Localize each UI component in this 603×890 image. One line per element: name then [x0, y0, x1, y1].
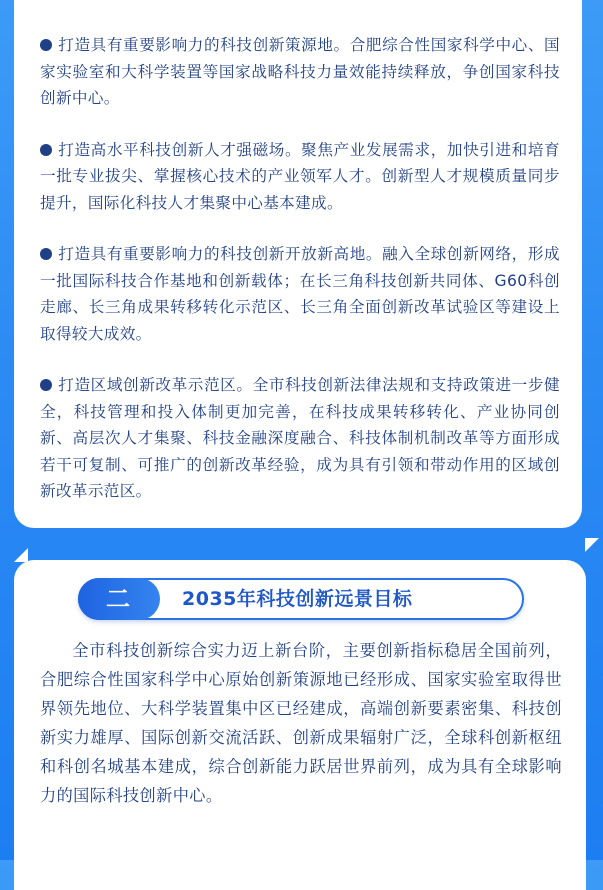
goal-item	[40, 32, 560, 112]
speech-tail-decoration	[585, 538, 599, 552]
bullet-icon	[40, 144, 52, 156]
goal-text: 打造具有重要影响力的科技创新开放新高地。融入全球创新网络，形成一批国际科技合作基地和创新载体；在长三角科技创新共同体、G60科创走廊、长三角成果转移转化示范区、长三角全面创新改革试验区等建设上取得较大成效。	[40, 245, 560, 343]
vision-card	[14, 560, 586, 890]
goal-item	[40, 137, 560, 217]
goal-text: 打造高水平科技创新人才强磁场。聚焦产业发展需求，加快引进和培育一批专业拔尖、掌握核心技术的产业领军人才。创新型人才规模质量同步提升，国际化科技人才集聚中心基本建成。	[40, 140, 560, 212]
bullet-icon	[40, 39, 52, 51]
bullet-icon	[40, 248, 52, 260]
goal-text: 打造具有重要影响力的科技创新策源地。合肥综合性国家科学中心、国家实验室和大科学装置等国家战略科技力量效能持续释放，争创国家科技创新中心。	[40, 36, 560, 107]
section-number-badge: 二	[78, 578, 160, 620]
goal-text: 打造区域创新改革示范区。全市科技创新法律法规和支持政策进一步健全，科技管理和投入体制更加完善，在科技成果转移转化、产业协同创新、高层次人才集聚、科技金融深度融合、科技体制机制改革等方面形成若干可复制、可推广的创新改革经验，成为具有引领和带动作用的区域创新改革示范区。	[40, 376, 560, 500]
section-header	[78, 578, 524, 620]
goal-item	[40, 372, 560, 505]
bullet-icon	[40, 379, 52, 391]
section-body-text: 全市科技创新综合实力迈上新台阶，主要创新指标稳居全国前列，合肥综合性国家科学中心原始创新策源地已经形成、国家实验室取得世界领先地位、大科学装置集中区已经建成，高端创新要素密集、科技创新实力雄厚、国际创新交流活跃、创新成果辐射广泛，全球科创新枢纽和科创名城基本建成，综合创新能力跃居世界前列，成为具有全球影响力的国际科技创新中心。	[40, 641, 562, 805]
goal-item	[40, 241, 560, 347]
goals-card	[14, 0, 582, 528]
section-title: 2035年科技创新远景目标	[182, 588, 413, 610]
speech-tail-decoration	[14, 548, 28, 562]
